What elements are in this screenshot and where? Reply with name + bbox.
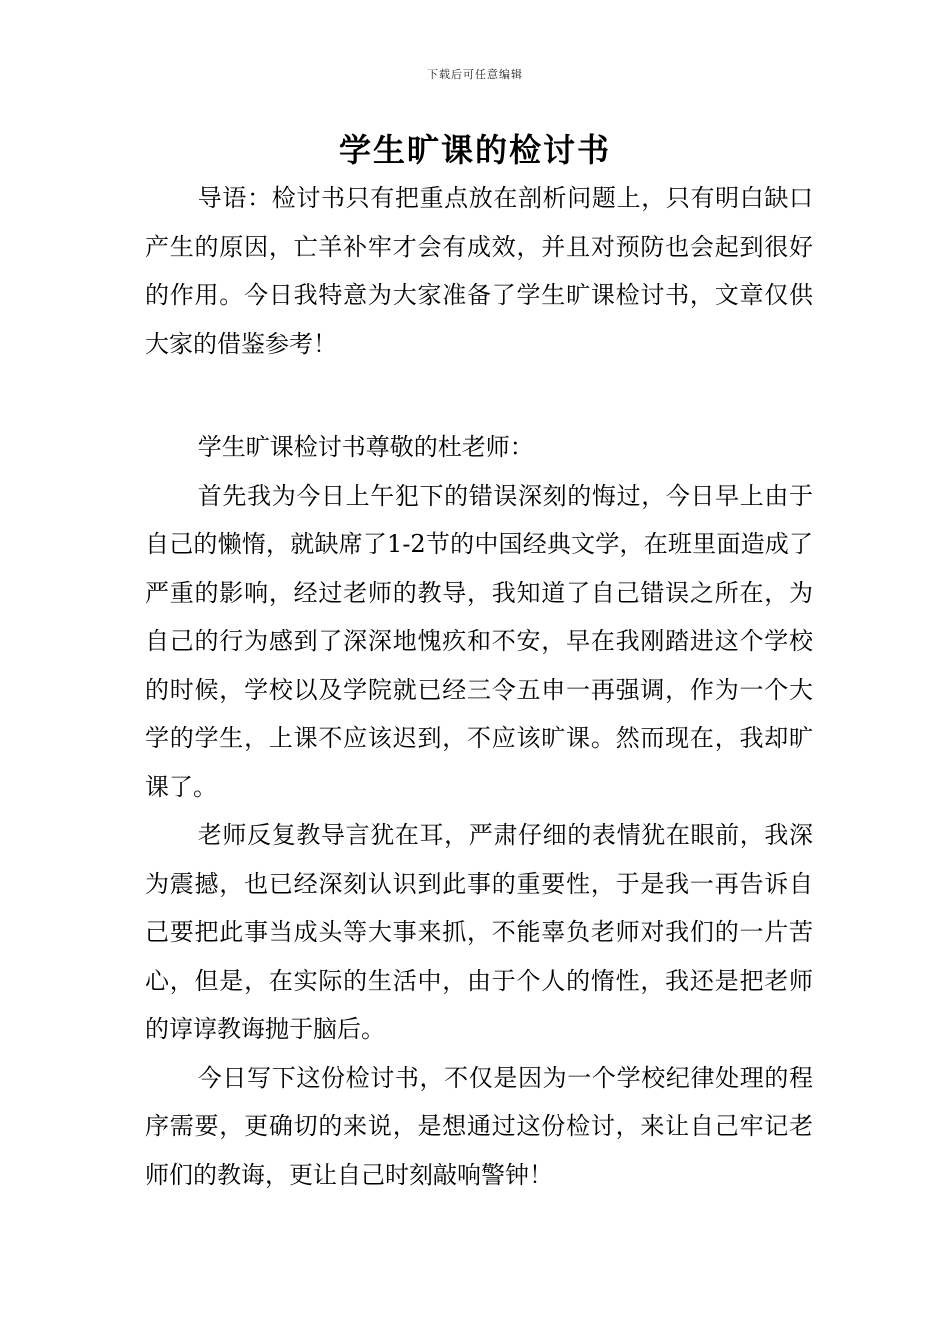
- intro-paragraph: 导语：检讨书只有把重点放在剖析问题上，只有明白缺口产生的原因，亡羊补牢才会有成效，并且对预防也会起到很好的作用。今日我特意为大家准备了学生旷课检讨书，文章仅供大家的借鉴参考！: [145, 184, 813, 358]
- header-note: 下载后可任意编辑: [427, 68, 523, 81]
- salutation: 学生旷课检讨书尊敬的杜老师：: [197, 433, 534, 461]
- letter-section: [145, 423, 813, 1199]
- document-title: 学生旷课的检讨书: [338, 131, 611, 169]
- body-paragraph: 老师反复教导言犹在耳，严肃仔细的表情犹在眼前，我深为震撼，也已经深刻认识到此事的重要性，于是我一再告诉自己要把此事当成头等大事来抓，不能辜负老师对我们的一片苦心，但是，在实际的生活中，由于个人的惰性，我还是把老师的谆谆教诲抛于脑后。: [145, 821, 813, 1043]
- intro-section: [145, 174, 813, 368]
- body-paragraph: 今日写下这份检讨书，不仅是因为一个学校纪律处理的程序需要，更确切的来说，是想通过这份检讨，来让自己牢记老师们的教诲，更让自己时刻敲响警钟！: [145, 1063, 813, 1189]
- body-paragraph: 首先我为今日上午犯下的错误深刻的悔过，今日早上由于自己的懒惰，就缺席了1-2节的中国经典文学，在班里面造成了严重的影响，经过老师的教导，我知道了自己错误之所在，为自己的行为感到了深深地愧疚和不安，早在我刚踏进这个学校的时候，学校以及学院就已经三令五申一再强调，作为一个大学的学生，上课不应该迟到，不应该旷课。然而现在，我却旷课了。: [145, 481, 813, 801]
